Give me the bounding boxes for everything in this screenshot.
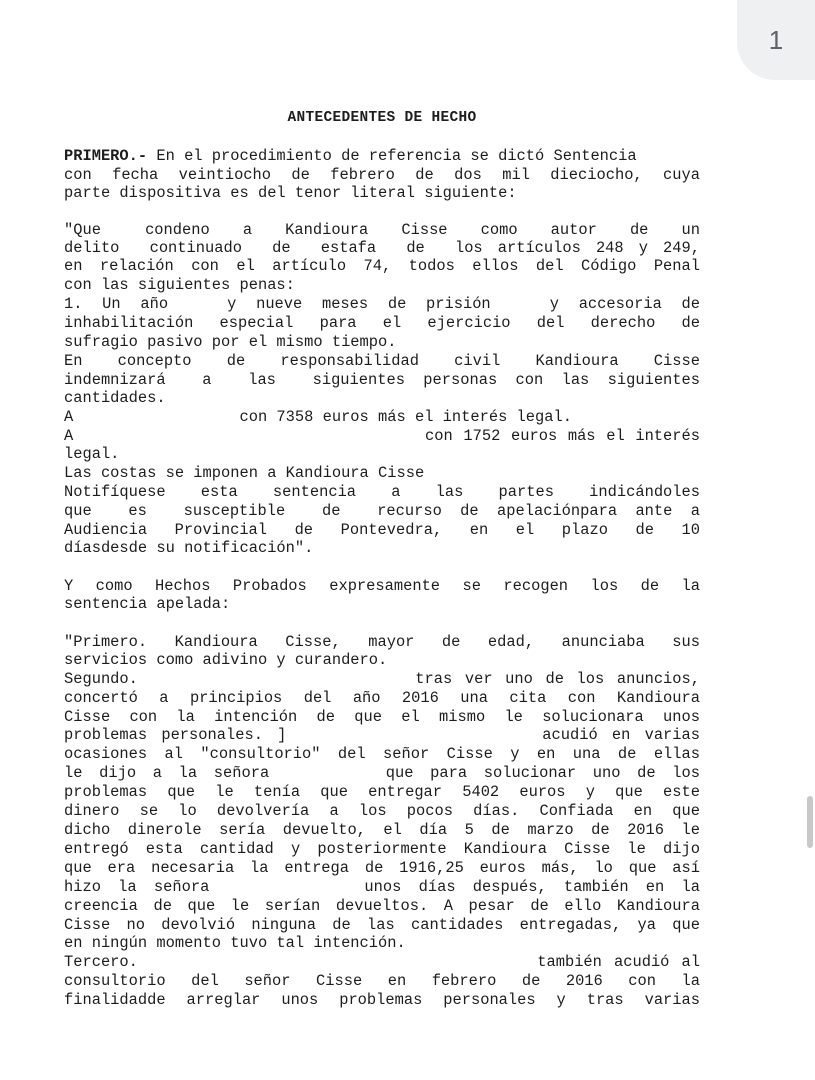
text-line: Tercero. también acudió al (64, 953, 700, 971)
text-line: con fecha veintiocho de febrero de dos mil dieciocho, cuya (64, 166, 700, 184)
text-line: Las costas se imponen a Kandioura Cisse (64, 464, 425, 482)
text-line: Cisse con la intención de que el mismo le solucionara unos (64, 708, 700, 726)
text-line: Y como Hechos Probados expresamente se recogen los de la (64, 577, 700, 595)
page-number: 1 (768, 24, 784, 55)
text-line: delito continuado de estafa de los artículos 248 y 249, (64, 239, 700, 257)
text-line: parte dispositiva es del tenor literal siguiente: (64, 184, 517, 202)
text-line: sentencia apelada: (64, 595, 231, 613)
text-line: Audiencia Provincial de Pontevedra, en el plazo de 10 (64, 521, 700, 539)
text-line: que era necesaria la entrega de 1916,25 euros más, lo que así (64, 859, 700, 877)
text-line: inhabilitación especial para el ejercicio del derecho de (64, 314, 700, 332)
text-line: "Que condeno a Kandioura Cisse como autor de un (64, 221, 700, 239)
text-line: indemnizará a las siguientes personas con las siguientes (64, 371, 700, 389)
text-line (64, 147, 700, 165)
text-line: Segundo. tras ver uno de los anuncios, (64, 670, 700, 688)
text-line: A con 1752 euros más el interés (64, 427, 700, 445)
text-line: cantidades. (64, 389, 166, 407)
text-line: hizo la señora unos días después, también en la (64, 878, 700, 896)
text-line: le dijo a la señora que para solucionar uno de los (64, 764, 700, 782)
text-line: en ningún momento tuvo tal intención. (64, 934, 406, 952)
text-line: Notifíquese esta sentencia a las partes indicándoles (64, 483, 700, 501)
scrollbar-handle[interactable] (807, 796, 813, 848)
text-line: dinero se lo devolvería a los pocos días. Confiada en que (64, 802, 700, 820)
text-line: en relación con el artículo 74, todos ellos del Código Penal (64, 257, 700, 275)
text-line: consultorio del señor Cisse en febrero de 2016 con la (64, 972, 700, 990)
section-heading: ANTECEDENTES DE HECHO (287, 110, 477, 126)
text-line: creencia de que le serían devueltos. A pesar de ello Kandioura (64, 897, 700, 915)
text-line: 1. Un año y nueve meses de prisión y accesoria de (64, 295, 700, 313)
text-line: Cisse no devolvió ninguna de las cantidades entregadas, ya que (64, 916, 700, 934)
text-line: sufragio pasivo por el mismo tiempo. (64, 333, 397, 351)
text-line-content: En el procedimiento de referencia se dictó Sentencia (147, 147, 637, 165)
text-line: A con 7358 euros más el interés legal. (64, 408, 572, 426)
text-line: con las siguientes penas: (64, 276, 295, 294)
text-line: problemas que le tenía que entregar 5402 euros y que este (64, 783, 700, 801)
text-line: que es susceptible de recurso de apelaciónpara ante a (64, 502, 700, 520)
text-line: entregó esta cantidad y posteriormente Kandioura Cisse le dijo (64, 840, 700, 858)
text-line: concertó a principios del año 2016 una cita con Kandioura (64, 689, 700, 707)
text-line: díasdesde su notificación". (64, 539, 314, 557)
text-line: En concepto de responsabilidad civil Kandioura Cisse (64, 352, 700, 370)
text-line: dicho dinerole sería devuelto, el día 5 de marzo de 2016 le (64, 821, 700, 839)
primero-label: PRIMERO.- (64, 147, 148, 165)
page-number-badge (737, 0, 815, 80)
text-line: ocasiones al "consultorio" del señor Cisse y en una de ellas (64, 745, 700, 763)
text-line: problemas personales. ] acudió en varias (64, 726, 700, 744)
text-line: finalidadde arreglar unos problemas personales y tras varias (64, 991, 700, 1009)
text-line: "Primero. Kandioura Cisse, mayor de edad, anunciaba sus (64, 633, 700, 651)
text-line: servicios como adivino y curandero. (64, 651, 388, 669)
text-line: legal. (64, 445, 120, 463)
